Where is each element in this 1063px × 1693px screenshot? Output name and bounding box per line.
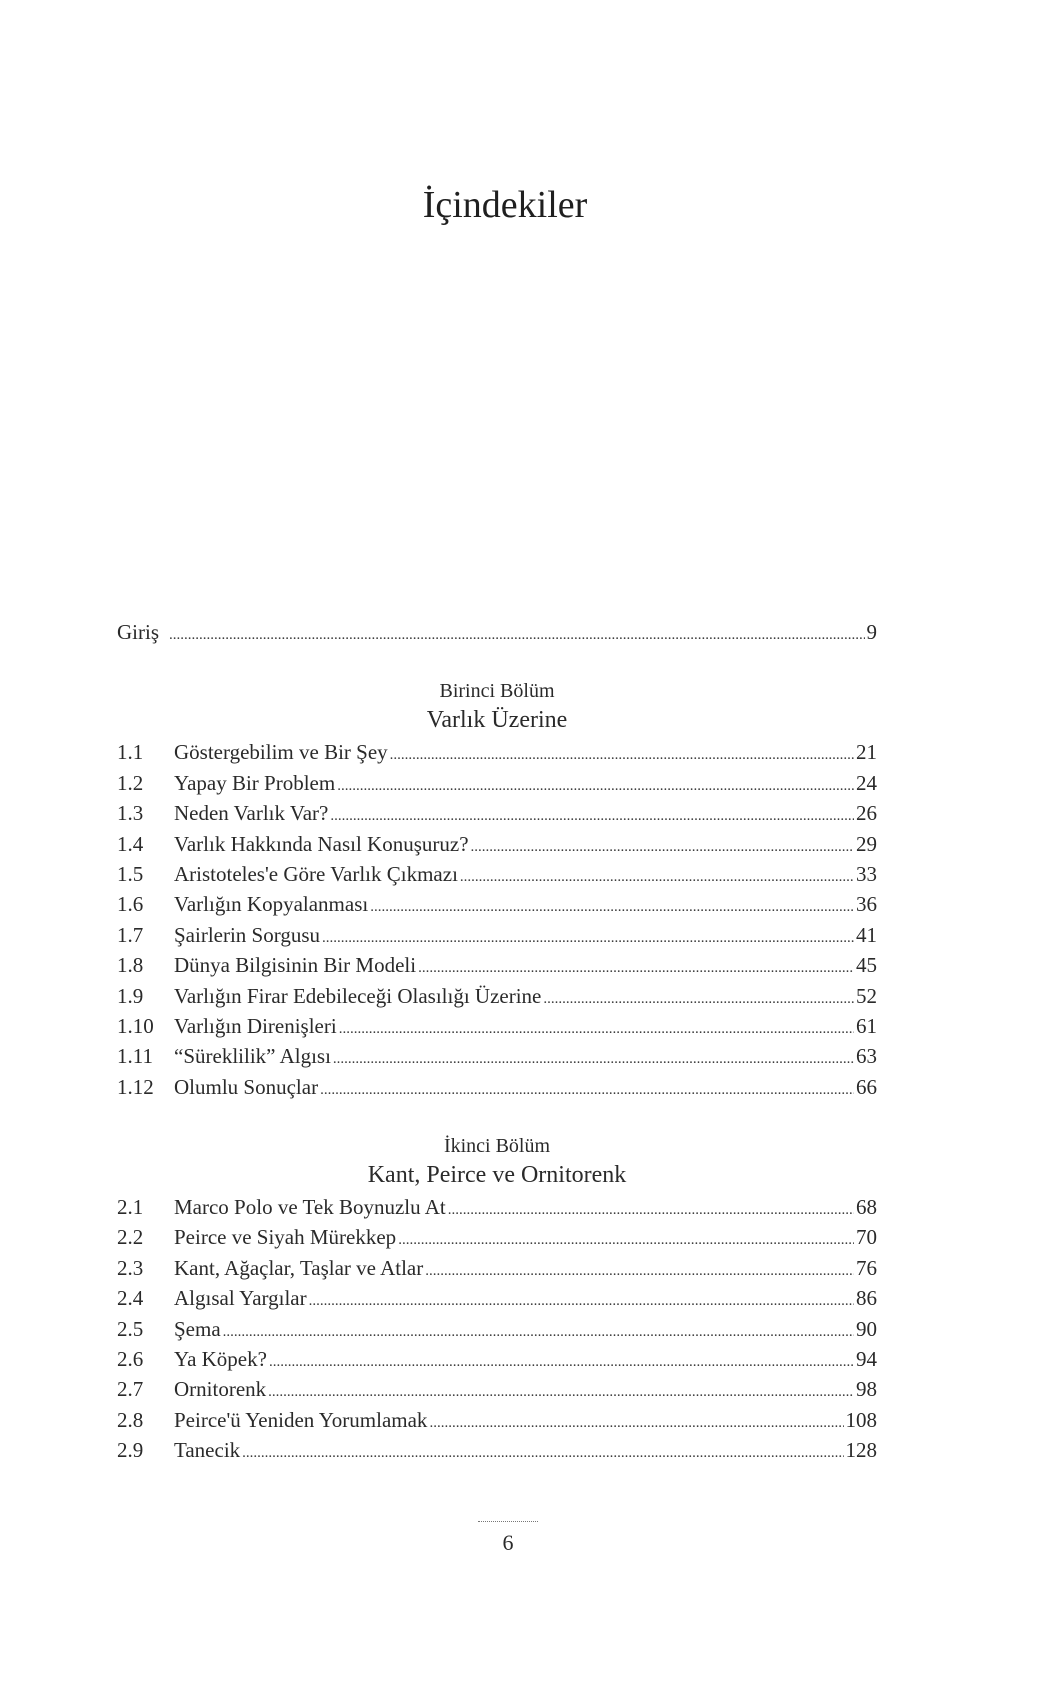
folio-rule xyxy=(478,1521,538,1522)
toc-entry-number: 1.10 xyxy=(117,1013,154,1038)
dot-leader xyxy=(223,1314,854,1347)
dot-leader xyxy=(333,1041,854,1074)
toc-entry-number: 1.8 xyxy=(117,953,144,978)
part-label: Birinci Bölüm xyxy=(439,680,555,703)
part-1-entries xyxy=(117,737,877,1102)
toc-entry-page: 9 xyxy=(866,620,877,644)
toc-entry-number: 1.2 xyxy=(117,770,144,795)
toc-entry-title: Kant, Ağaçlar, Taşlar ve Atlar xyxy=(174,1255,424,1280)
toc-entry-page: 86 xyxy=(856,1286,877,1311)
toc-entry-page: 76 xyxy=(856,1255,877,1280)
dot-leader xyxy=(309,1283,854,1316)
toc-entry-page: 63 xyxy=(856,1044,877,1069)
toc-entry-number: 1.1 xyxy=(117,740,144,765)
page-number: 6 xyxy=(502,1530,514,1555)
toc-entry-page: 66 xyxy=(856,1074,877,1099)
toc-entry xyxy=(117,1253,877,1283)
dot-leader xyxy=(448,1192,854,1225)
dot-leader xyxy=(269,1344,854,1377)
toc-entry-title: Olumlu Sonuçlar xyxy=(174,1074,319,1099)
toc-entry-page: 68 xyxy=(856,1195,877,1220)
part-name: Varlık Üzerine xyxy=(426,707,568,734)
toc-entry xyxy=(117,1405,877,1435)
toc-entry-number: 2.4 xyxy=(117,1286,144,1311)
toc-entry-number: 2.7 xyxy=(117,1377,144,1402)
toc-entry xyxy=(117,1011,877,1041)
toc-entry-number: 1.5 xyxy=(117,861,144,886)
part-label: İkinci Bölüm xyxy=(443,1135,551,1158)
part-2-entries xyxy=(117,1192,877,1466)
toc-entry-page: 41 xyxy=(856,922,877,947)
toc-entry-number: 1.6 xyxy=(117,892,144,917)
toc-entry-page: 94 xyxy=(856,1347,877,1372)
dot-leader xyxy=(471,829,854,862)
table-of-contents xyxy=(117,617,877,1466)
dot-leader xyxy=(390,737,854,770)
toc-entry-page: 24 xyxy=(856,770,877,795)
toc-entry-number: 2.6 xyxy=(117,1347,144,1372)
toc-entry xyxy=(117,737,877,767)
toc-entry-title: Şairlerin Sorgusu xyxy=(174,922,321,947)
toc-entry-page: 70 xyxy=(856,1225,877,1250)
dot-leader xyxy=(429,1405,843,1438)
toc-entry xyxy=(117,1192,877,1222)
toc-entry-number: 2.5 xyxy=(117,1316,144,1341)
toc-entry-number: 1.4 xyxy=(117,831,144,856)
part-heading-2 xyxy=(117,1132,877,1190)
toc-entry-page: 61 xyxy=(856,1013,877,1038)
toc-entry-intro xyxy=(117,617,877,647)
toc-entry-number: 2.9 xyxy=(117,1438,144,1463)
toc-entry-page: 90 xyxy=(856,1316,877,1341)
toc-entry-number: 2.1 xyxy=(117,1195,144,1220)
toc-entry-title: Peirce'ü Yeniden Yorumlamak xyxy=(174,1407,428,1432)
toc-entry-page: 52 xyxy=(856,983,877,1008)
dot-leader xyxy=(320,1072,854,1105)
toc-entry-page: 21 xyxy=(856,740,877,765)
part-heading-1 xyxy=(117,677,877,735)
dot-leader xyxy=(398,1222,854,1255)
toc-entry-number: 1.12 xyxy=(117,1074,154,1099)
toc-entry-title: Tanecik xyxy=(174,1438,241,1463)
dot-leader xyxy=(339,1011,854,1044)
part-name: Kant, Peirce ve Ornitorenk xyxy=(367,1162,627,1189)
toc-entry-title: Varlığın Kopyalanması xyxy=(174,892,369,917)
toc-entry-page: 36 xyxy=(856,892,877,917)
toc-entry-title: Varlık Hakkında Nasıl Konuşuruz? xyxy=(174,831,469,856)
toc-entry-title: Yapay Bir Problem xyxy=(174,770,336,795)
dot-leader xyxy=(169,617,865,650)
toc-entry-page: 26 xyxy=(856,801,877,826)
toc-entry-title: Şema xyxy=(174,1316,221,1341)
toc-entry xyxy=(117,829,877,859)
toc-entry-title: Peirce ve Siyah Mürekkep xyxy=(174,1225,397,1250)
toc-entry xyxy=(117,1041,877,1071)
dot-leader xyxy=(330,798,854,831)
toc-entry-title: Varlığın Firar Edebileceği Olasılığı Üzerine xyxy=(174,983,542,1008)
toc-entry-title: Varlığın Direnişleri xyxy=(174,1013,337,1038)
toc-entry xyxy=(117,920,877,950)
toc-entry xyxy=(117,889,877,919)
toc-entry-number: 1.7 xyxy=(117,922,144,947)
toc-entry-page: 108 xyxy=(845,1407,877,1432)
toc-entry-number: 2.2 xyxy=(117,1225,144,1250)
toc-entry xyxy=(117,1283,877,1313)
toc-entry xyxy=(117,1435,877,1465)
toc-entry-title: Giriş xyxy=(117,620,159,644)
toc-entry-page: 45 xyxy=(856,953,877,978)
toc-entry xyxy=(117,859,877,889)
toc-entry-page: 98 xyxy=(856,1377,877,1402)
page-title: İçindekiler xyxy=(422,184,588,226)
toc-entry xyxy=(117,950,877,980)
dot-leader xyxy=(418,950,854,983)
dot-leader xyxy=(268,1374,854,1407)
toc-entry xyxy=(117,798,877,828)
toc-entry-page: 29 xyxy=(856,831,877,856)
toc-entry-title: Algısal Yargılar xyxy=(174,1286,307,1311)
toc-entry-page: 33 xyxy=(856,861,877,886)
toc-entry-number: 2.3 xyxy=(117,1255,144,1280)
toc-entry-number: 2.8 xyxy=(117,1407,144,1432)
dot-leader xyxy=(425,1253,854,1286)
toc-entry xyxy=(117,1072,877,1102)
dot-leader xyxy=(337,768,854,801)
toc-entry-title: Dünya Bilgisinin Bir Modeli xyxy=(174,953,417,978)
section-spacer xyxy=(117,1102,877,1132)
toc-entry-number: 1.9 xyxy=(117,983,144,1008)
toc-entry-title: Marco Polo ve Tek Boynuzlu At xyxy=(174,1195,446,1220)
toc-entry xyxy=(117,981,877,1011)
toc-entry xyxy=(117,1374,877,1404)
dot-leader xyxy=(543,981,854,1014)
toc-entry-title: Aristoteles'e Göre Varlık Çıkmazı xyxy=(174,861,458,886)
toc-entry xyxy=(117,1344,877,1374)
toc-entry-title: Neden Varlık Var? xyxy=(174,801,329,826)
toc-entry-number: 1.11 xyxy=(117,1044,153,1069)
toc-entry xyxy=(117,768,877,798)
dot-leader xyxy=(370,889,854,922)
dot-leader xyxy=(460,859,854,892)
toc-entry-title: “Süreklilik” Algısı xyxy=(174,1044,331,1069)
toc-entry-page: 128 xyxy=(845,1438,877,1463)
dot-leader xyxy=(242,1435,843,1468)
toc-entry-title: Ornitorenk xyxy=(174,1377,267,1402)
toc-entry xyxy=(117,1314,877,1344)
toc-entry-title: Göstergebilim ve Bir Şey xyxy=(174,740,388,765)
toc-entry xyxy=(117,1222,877,1252)
dot-leader xyxy=(322,920,854,953)
toc-entry-number: 1.3 xyxy=(117,801,144,826)
toc-entry-title: Ya Köpek? xyxy=(174,1347,267,1372)
